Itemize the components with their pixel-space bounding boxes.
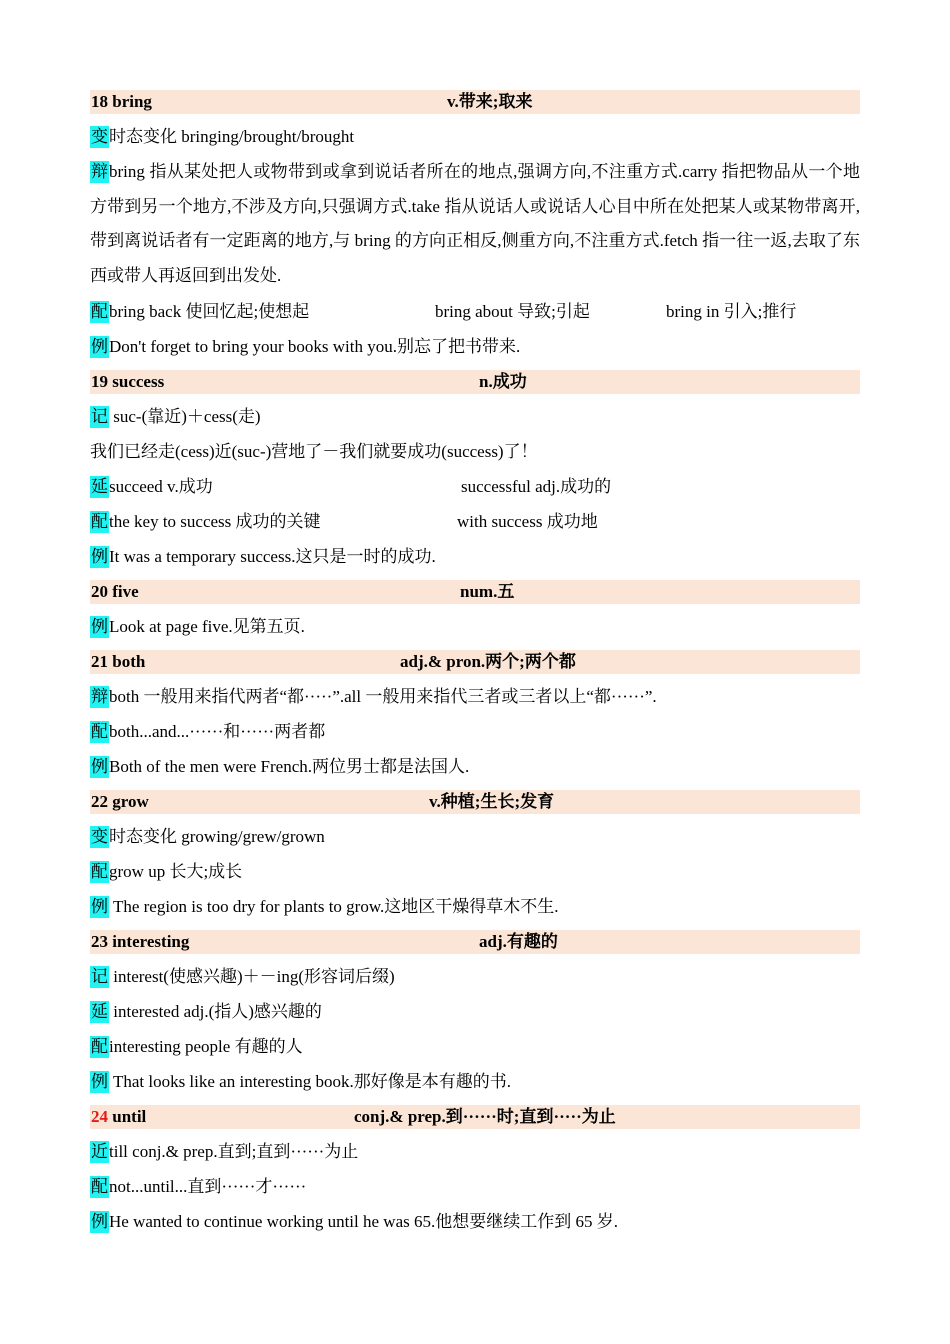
entry-headword: success	[112, 371, 165, 391]
row-tag-label: 近	[91, 1141, 108, 1161]
row-tag-label: 例	[91, 616, 108, 636]
row-text: not...until...直到······才······	[109, 1176, 307, 1196]
entry-row	[90, 860, 860, 884]
row-text: succeed v.成功	[109, 476, 213, 496]
entry-row	[90, 965, 860, 989]
entry-word	[91, 1105, 146, 1129]
row-tag-label: 配	[91, 1176, 108, 1196]
entry-meaning: v.带来;取来	[447, 92, 533, 111]
row-text: both 一般用来指代两者“都·····”.all 一般用来指代三者或三者以上“都······”.	[109, 686, 657, 706]
row-text: bring back 使回忆起;使想起	[109, 301, 310, 321]
row-tag-label: 配	[91, 861, 108, 881]
entry-row	[90, 1070, 860, 1094]
entry-heading	[90, 370, 860, 394]
row-tag-label: 记	[91, 406, 108, 426]
row-text: interest(使感兴趣)＋－ing(形容词后缀)	[109, 966, 395, 986]
row-tag-label: 例	[91, 1071, 108, 1091]
row-text: till conj.& prep.直到;直到······为止	[109, 1141, 359, 1161]
entry-meaning: v.种植;生长;发育	[429, 791, 555, 811]
entry-meaning: n.成功	[479, 371, 527, 391]
entry-row	[90, 440, 860, 464]
entry-meaning: conj.& prep.到······时;直到·····为止	[354, 1106, 616, 1126]
entry-number: 18	[91, 92, 108, 111]
row-tag-label: 例	[91, 546, 108, 566]
row-tag-label: 辩	[91, 162, 108, 181]
row-text-column-2: successful adj.成功的	[461, 476, 612, 496]
entry-heading	[90, 90, 860, 114]
row-text: Don't forget to bring your books with you.别忘了把书带来.	[109, 336, 521, 356]
entry-row	[90, 335, 860, 359]
entry-number: 21	[91, 651, 108, 671]
entry-headword: bring	[112, 92, 152, 111]
row-text-column-2: bring about 导致;引起	[435, 301, 590, 321]
entry-number: 22	[91, 791, 108, 811]
entry-meaning: num.五	[460, 581, 515, 601]
row-tag-label: 记	[91, 966, 108, 986]
row-text: 时态变化 growing/grew/grown	[109, 826, 325, 846]
row-text: That looks like an interesting book.那好像是本有趣的书.	[109, 1071, 511, 1091]
row-text: Both of the men were French.两位男士都是法国人.	[109, 756, 470, 776]
entry-word	[91, 90, 152, 114]
entry-word	[91, 930, 189, 954]
entry-word	[91, 790, 149, 814]
row-tag-label: 例	[91, 756, 108, 776]
row-text: interested adj.(指人)感兴趣的	[109, 1001, 322, 1021]
row-tag-label: 配	[91, 301, 108, 321]
row-text: 时态变化 bringing/brought/brought	[109, 127, 355, 146]
entry-row	[90, 155, 860, 294]
entry-headword: five	[112, 581, 139, 601]
row-text-column-2: with success 成功地	[457, 511, 598, 531]
entry-row	[90, 300, 860, 324]
vocabulary-page	[90, 90, 860, 1245]
entry-row	[90, 475, 860, 499]
row-text: It was a temporary success.这只是一时的成功.	[109, 546, 436, 566]
entry-meaning: adj.有趣的	[479, 931, 558, 951]
row-text: He wanted to continue working until he was 65.他想要继续工作到 65 岁.	[109, 1211, 618, 1231]
row-tag-label: 配	[91, 511, 108, 531]
entry-number: 24	[91, 1106, 108, 1126]
row-text: grow up 长大;成长	[109, 861, 243, 881]
entry-word	[91, 580, 139, 604]
row-text: interesting people 有趣的人	[109, 1036, 303, 1056]
entry-row	[90, 1140, 860, 1164]
entry-meaning: adj.& pron.两个;两个都	[400, 651, 576, 671]
entry-word	[91, 650, 145, 674]
row-text-column-3: bring in 引入;推行	[666, 301, 797, 321]
entry-row	[90, 1000, 860, 1024]
entry-heading	[90, 790, 860, 814]
row-text: bring 指从某处把人或物带到或拿到说话者所在的地点,强调方向,不注重方式.carry 指把物品从一个地方带到另一个地方,不涉及方向,只强调方式.take 指从说话人或说话人心目中所在处把某人或某物带离开,带到离说话者有一定距离的地方,与 bring 的方向正相反,侧重方向,不注重方式.fetch 指一往一返,去取了东西或带人再返回到出发处.	[90, 162, 860, 286]
row-text: suc-(靠近)＋cess(走)	[109, 406, 261, 426]
row-tag-label: 延	[91, 476, 108, 496]
entry-row	[90, 685, 860, 709]
entry-row	[90, 510, 860, 534]
row-tag-label: 辩	[91, 686, 108, 706]
row-tag-label: 配	[91, 1036, 108, 1056]
row-tag-label: 延	[91, 1001, 108, 1021]
row-tag-label: 例	[91, 1211, 108, 1231]
row-tag-label: 配	[91, 721, 108, 741]
row-text: 我们已经走(cess)近(suc-)营地了－我们就要成功(success)了！	[90, 441, 538, 461]
entry-heading	[90, 650, 860, 674]
entry-row	[90, 1035, 860, 1059]
row-text: The region is too dry for plants to grow.这地区干燥得草木不生.	[109, 896, 559, 916]
row-text: the key to success 成功的关键	[109, 511, 321, 531]
entry-row	[90, 615, 860, 639]
entry-row	[90, 405, 860, 429]
entry-headword: grow	[112, 791, 149, 811]
row-tag-label: 变	[91, 127, 108, 146]
entry-word	[91, 370, 164, 394]
entry-headword: both	[112, 651, 146, 671]
entry-headword: until	[112, 1106, 147, 1126]
entry-row	[90, 1210, 860, 1234]
entry-row	[90, 895, 860, 919]
row-tag-label: 例	[91, 336, 108, 356]
row-text: both...and...······和······两者都	[109, 721, 326, 741]
row-tag-label: 例	[91, 896, 108, 916]
entry-row	[90, 545, 860, 569]
entry-headword: interesting	[112, 931, 190, 951]
entry-heading	[90, 580, 860, 604]
entry-row	[90, 755, 860, 779]
entry-row	[90, 125, 860, 149]
entry-heading	[90, 1105, 860, 1129]
entry-row	[90, 720, 860, 744]
entry-row	[90, 825, 860, 849]
entry-row	[90, 1175, 860, 1199]
entry-heading	[90, 930, 860, 954]
row-tag-label: 变	[91, 826, 108, 846]
entry-number: 23	[91, 931, 108, 951]
row-text: Look at page five.见第五页.	[109, 616, 305, 636]
entry-number: 20	[91, 581, 108, 601]
entry-number: 19	[91, 371, 108, 391]
